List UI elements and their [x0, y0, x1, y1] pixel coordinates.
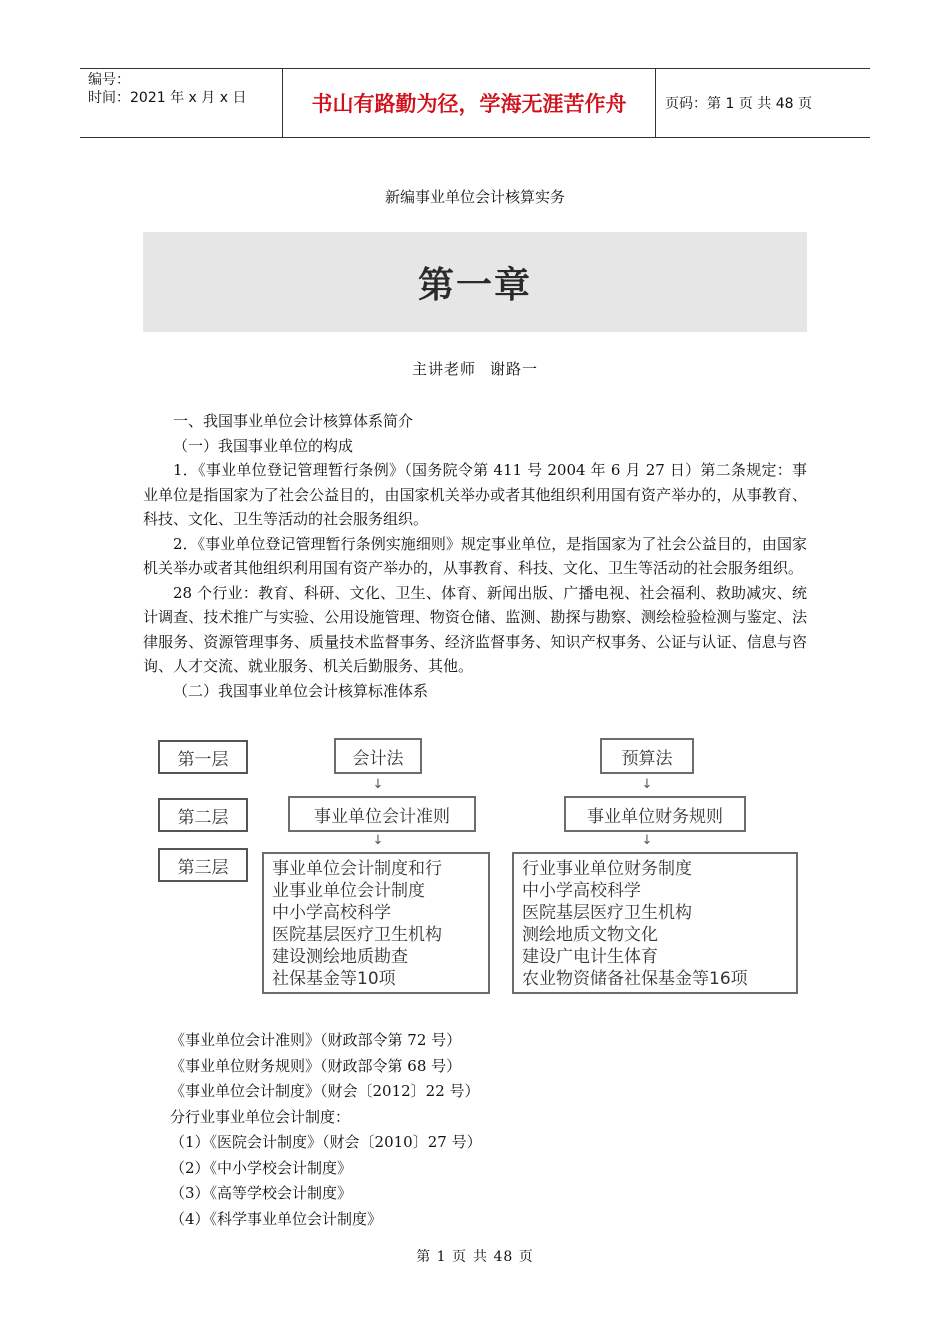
header-meta [80, 69, 282, 139]
section-heading: 一、我国事业单位会计核算体系简介 [173, 412, 414, 430]
financial-systems-list [512, 852, 798, 994]
reference-item: （2）《中小学校会计制度》 [170, 1158, 353, 1177]
subsection-heading: （一）我国事业单位的构成 [173, 436, 354, 455]
list-line: 业事业单位会计制度 [272, 881, 425, 901]
list-line: 社保基金等10项 [272, 969, 396, 989]
budget-law-box: 预算法 [600, 738, 694, 774]
body-section [143, 409, 807, 703]
arrow-down-icon: ↓ [641, 777, 653, 792]
paragraph: 2．《事业单位登记管理暂行条例实施细则》规定事业单位，是指国家为了社会公益目的，由国家机关举办或者其他组织利用国有资产举办的，从事教育、科技、文化、卫生等活动的社会服务组织。 [143, 534, 807, 577]
level-2-box: 第二层 [158, 798, 248, 832]
doc-title: 新编事业单位会计核算实务 [384, 188, 565, 206]
paragraph: 1．《事业单位登记管理暂行条例》（国务院令第 411 号 2004 年 6 月 27 日）第二条规定：事业单位是指国家为了社会公益目的，由国家机关举办或者其他组织利用国有资产举办的，从事教育、科技、文化、卫生等活动的社会服务组织。 [143, 461, 807, 528]
lecturer-line [0, 358, 950, 379]
header-motto: 书山有路勤为径，学海无涯苦作舟 [282, 69, 656, 137]
page-header [80, 68, 870, 138]
list-line: 建设测绘地质勘查 [272, 947, 408, 967]
financial-rules-box: 事业单位财务规则 [564, 796, 746, 832]
reference-item: （1）《医院会计制度》（财会〔2010〕27 号） [170, 1133, 482, 1151]
references-list [170, 1028, 482, 1232]
list-line: 建设广电计生体育 [522, 947, 658, 967]
footer-total: 共 48 页 [473, 1249, 534, 1265]
accounting-system-diagram [150, 734, 810, 1004]
lecturer-role: 主讲老师 [411, 360, 476, 378]
accounting-law-box: 会计法 [334, 738, 422, 774]
reference-item: （4）《科学事业单位会计制度》 [170, 1209, 383, 1228]
arrow-down-icon: ↓ [372, 833, 384, 848]
chapter-title: 第一章 [417, 264, 532, 306]
level-1-box: 第一层 [158, 740, 248, 774]
number-label: 编号： [88, 72, 130, 88]
reference-item: （3）《高等学校会计制度》 [170, 1184, 353, 1202]
lecturer-name: 谢路一 [490, 360, 539, 378]
reference-item: 《事业单位会计准则》（财政部令第 72 号） [170, 1031, 462, 1049]
header-page-label: 页码：第 1 页 共 48 页 [665, 96, 812, 112]
list-line: 中小学高校科学 [272, 903, 391, 923]
page-footer [0, 1246, 950, 1266]
accounting-systems-list [262, 852, 490, 994]
accounting-standards-box: 事业单位会计准则 [288, 796, 476, 832]
arrow-down-icon: ↓ [641, 833, 653, 848]
list-line: 事业单位会计制度和行 [272, 859, 442, 879]
subsection-heading: （二）我国事业单位会计核算标准体系 [173, 681, 429, 700]
level-3-box: 第三层 [158, 848, 248, 882]
paragraph: 28 个行业：教育、科研、文化、卫生、体育、新闻出版、广播电视、社会福利、救助减灾、统计调查、技术推广与实验、公用设施管理、物资仓储、监测、勘探与勘察、测绘检验检测与鉴定、法律服务、资源管理事务、质量技术监督事务、经济监督事务、知识产权事务、公证与认证、信息与咨询、人才交流、就业服务、机关后勤服务、其他。 [143, 583, 807, 675]
list-line: 医院基层医疗卫生机构 [272, 925, 442, 945]
chapter-banner [143, 232, 807, 332]
list-line: 行业事业单位财务制度 [522, 859, 692, 879]
list-line: 中小学高校科学 [522, 881, 641, 901]
footer-page: 第 1 页 [416, 1249, 468, 1265]
reference-item: 《事业单位会计制度》（财会〔2012〕22 号） [170, 1082, 480, 1100]
list-line: 医院基层医疗卫生机构 [522, 903, 692, 923]
reference-item: 《事业单位财务规则》（财政部令第 68 号） [170, 1056, 462, 1075]
reference-item: 分行业事业单位会计制度： [170, 1107, 351, 1126]
list-line: 农业物资储备社保基金等16项 [522, 969, 748, 989]
list-line: 测绘地质文物文化 [522, 925, 658, 945]
arrow-down-icon: ↓ [372, 777, 384, 792]
time-label: 时间：2021 年 x 月 x 日 [88, 90, 247, 106]
